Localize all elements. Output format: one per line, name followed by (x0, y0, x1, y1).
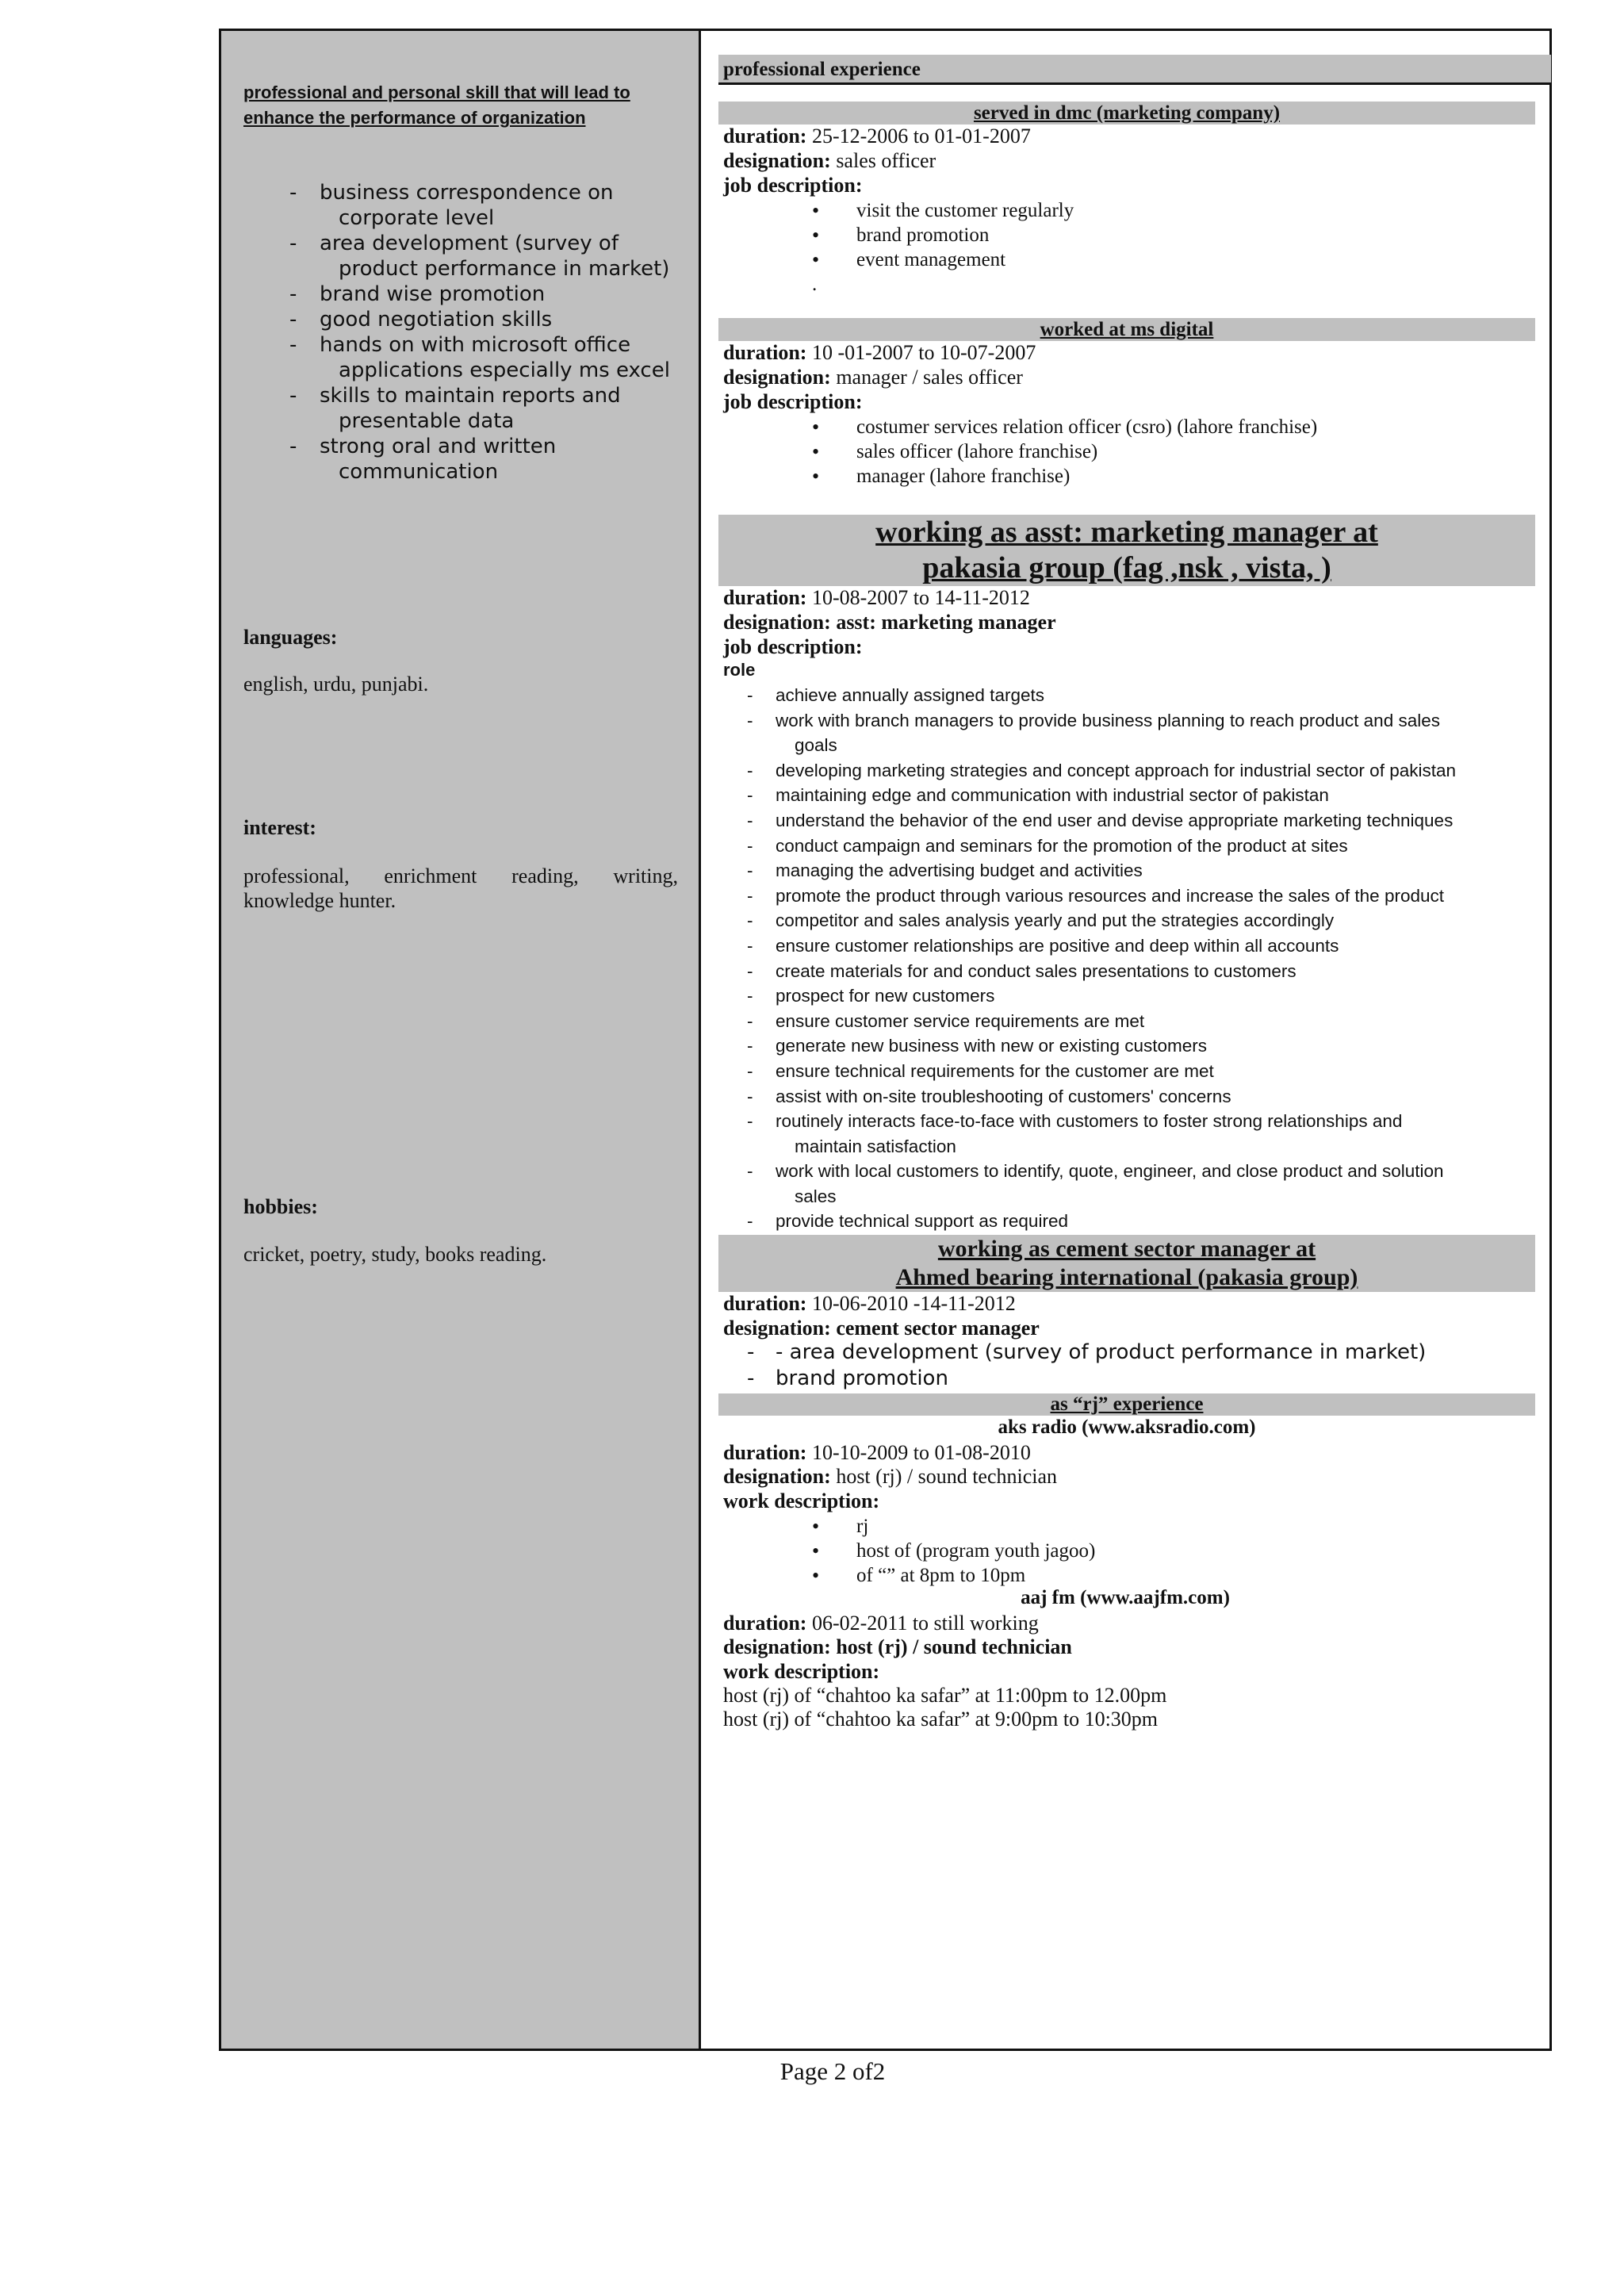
list-item: • event management (812, 247, 1074, 272)
list-item: - provide technical support as required (747, 1209, 1548, 1234)
digital-duration: duration: 10 -01-2007 to 10-07-2007 (723, 341, 1036, 364)
list-item: - create materials for and conduct sales presentations to customers (747, 959, 1548, 984)
skill-item: - strong oral and written communication (293, 434, 689, 485)
skill-item: - brand wise promotion (293, 282, 689, 307)
job-title-cement: working as cement sector manager at Ahmed bearing international (pakasia group) (718, 1235, 1535, 1292)
interest-title: interest: (243, 816, 316, 839)
aaj-work-line-1: host (rj) of “chahtoo ka safar” at 11:00pm to 12.00pm (723, 1684, 1167, 1707)
aks-radio-title: aks radio (www.aksradio.com) (998, 1416, 1256, 1438)
job-title-dmc: served in dmc (marketing company) (718, 102, 1535, 125)
dmc-job-description-label: job description: (723, 174, 863, 197)
dmc-designation: designation: sales officer (723, 149, 936, 172)
digital-job-description-label: job description: (723, 390, 863, 413)
hobbies-text: cricket, poetry, study, books reading. (243, 1243, 547, 1266)
aks-designation: designation: host (rj) / sound technician (723, 1465, 1058, 1488)
aks-duties (812, 1514, 1095, 1588)
list-item: - promote the product through various resources and increase the sales of the product (747, 884, 1548, 909)
list-item: - ensure customer service requirements are met (747, 1009, 1548, 1034)
list-item: - work with branch managers to provide business planning to reach product and sales goals (747, 708, 1548, 758)
list-item: - competitor and sales analysis yearly and put the strategies accordingly (747, 908, 1548, 933)
list-item: • manager (lahore franchise) (812, 464, 1317, 489)
interest-text: professional, enrichment reading, writing, knowledge hunter. (243, 864, 678, 912)
job-title-pakasia: working as asst: marketing manager at pakasia group (fag ,nsk , vista, ) (718, 515, 1535, 586)
list-item: • brand promotion (812, 223, 1074, 247)
list-item: - - area development (survey of product performance in market) (747, 1340, 1426, 1366)
aks-duration: duration: 10-10-2009 to 01-08-2010 (723, 1441, 1031, 1464)
list-item: - developing marketing strategies and concept approach for industrial sector of pakistan (747, 758, 1548, 784)
job-title-ms-digital: worked at ms digital (718, 318, 1535, 341)
pakasia-duration: duration: 10-08-2007 to 14-11-2012 (723, 586, 1030, 609)
aaj-work-line-2: host (rj) of “chahtoo ka safar” at 9:00pm to 10:30pm (723, 1708, 1159, 1731)
list-item: - work with local customers to identify, quote, engineer, and close product and solution sales (747, 1159, 1548, 1209)
section-title-professional-experience: professional experience (718, 55, 1551, 85)
languages-title: languages: (243, 626, 338, 649)
dmc-trailing-dot: . (812, 274, 818, 295)
dmc-duties (812, 198, 1074, 272)
list-item: - routinely interacts face-to-face with customers to foster strong relationships and maintain satisfaction (747, 1109, 1548, 1159)
list-item: • costumer services relation officer (csro) (lahore franchise) (812, 415, 1317, 439)
pakasia-roles (747, 683, 1548, 1234)
list-item: - brand promotion (747, 1366, 1426, 1392)
list-item: - ensure customer relationships are positive and deep within all accounts (747, 933, 1548, 959)
right-column (701, 31, 1549, 2049)
cement-designation: designation: cement sector manager (723, 1317, 1040, 1340)
rj-experience-title: as “rj” experience (718, 1393, 1535, 1416)
list-item: - generate new business with new or existing customers (747, 1033, 1548, 1059)
list-item: - conduct campaign and seminars for the promotion of the product at sites (747, 834, 1548, 859)
aaj-fm-title: aaj fm (www.aajfm.com) (1021, 1587, 1230, 1608)
skill-item: - good negotiation skills (293, 307, 689, 332)
resume-page-frame (219, 29, 1552, 2051)
skills-list (293, 180, 689, 485)
aaj-work-description-label: work description: (723, 1660, 880, 1683)
languages-text: english, urdu, punjabi. (243, 673, 429, 696)
list-item: - maintaining edge and communication with industrial sector of pakistan (747, 783, 1548, 808)
list-item: - managing the advertising budget and activities (747, 858, 1548, 884)
list-item: • of “” at 8pm to 10pm (812, 1563, 1095, 1588)
hobbies-title: hobbies: (243, 1195, 318, 1218)
pakasia-job-description-label: job description: (723, 635, 863, 658)
left-column (221, 31, 701, 2049)
list-item: - achieve annually assigned targets (747, 683, 1548, 708)
list-item: • rj (812, 1514, 1095, 1539)
skill-item: - business correspondence on corporate level (293, 180, 689, 231)
skill-item: - skills to maintain reports and presentable data (293, 383, 689, 434)
digital-designation: designation: manager / sales officer (723, 366, 1023, 389)
page-number: Page 2 of2 (779, 2057, 886, 2085)
aaj-designation: designation: host (rj) / sound technician (723, 1635, 1072, 1658)
skill-item: - area development (survey of product performance in market) (293, 231, 689, 282)
digital-duties (812, 415, 1317, 489)
cement-duration: duration: 10-06-2010 -14-11-2012 (723, 1292, 1016, 1315)
pakasia-designation: designation: asst: marketing manager (723, 611, 1056, 634)
aaj-duration: duration: 06-02-2011 to still working (723, 1612, 1039, 1635)
list-item: • sales officer (lahore franchise) (812, 439, 1317, 464)
cement-duties (747, 1340, 1426, 1392)
list-item: • visit the customer regularly (812, 198, 1074, 223)
pakasia-role-label: role (723, 660, 756, 680)
list-item: • host of (program youth jagoo) (812, 1539, 1095, 1563)
list-item: - understand the behavior of the end user and devise appropriate marketing techniques (747, 808, 1548, 834)
aks-work-description-label: work description: (723, 1489, 880, 1512)
skill-item: - hands on with microsoft office applications especially ms excel (293, 332, 689, 383)
dmc-duration: duration: 25-12-2006 to 01-01-2007 (723, 125, 1031, 148)
list-item: - prospect for new customers (747, 983, 1548, 1009)
skills-title: professional and personal skill that will lead to enhance the performance of organization (243, 82, 630, 128)
list-item: - ensure technical requirements for the customer are met (747, 1059, 1548, 1084)
list-item: - assist with on-site troubleshooting of customers' concerns (747, 1084, 1548, 1110)
